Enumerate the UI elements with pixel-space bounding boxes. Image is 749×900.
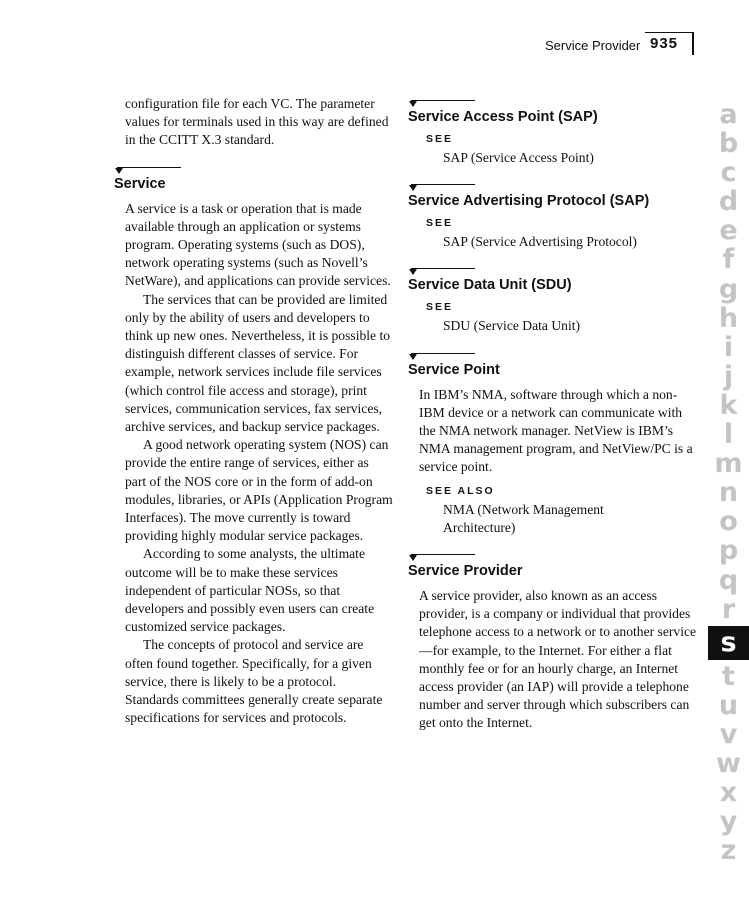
triangle-marker-icon (409, 269, 417, 275)
entry-service-data-unit (407, 263, 697, 335)
triangle-marker-icon (409, 101, 417, 107)
thumb-index-letter-q: q (718, 564, 739, 596)
triangle-marker-icon (409, 555, 417, 561)
thumb-index-letter-u: u (718, 689, 739, 721)
thumb-index-letter-a: a (719, 99, 738, 130)
see-reference: NMA (Network Management Architecture) (443, 501, 604, 535)
see-reference: SAP (Service Access Point) (443, 150, 594, 165)
thumb-index-letter-i: i (723, 331, 734, 363)
continuation-paragraph: configuration file for each VC. The parameter values for terminals used in this way are defined in the CCITT X.3 standard. (125, 96, 389, 148)
entry-term: Service Point (408, 361, 500, 378)
see-also-label: SEE ALSO (426, 484, 495, 497)
entry-term: Service Advertising Protocol (SAP) (408, 193, 650, 210)
entry-paragraph: A service provider, also known as an access provider, is a company or individual that provides telephone access to a network or to another service—for example, to the Internet. For either a flat monthly fee or for an hourly charge, an Internet access provider (an IAP) will provide a telephone number and server through which subscribers can get onto the Internet. (419, 588, 697, 731)
entry-marker (409, 549, 697, 561)
thumb-index-letter-r: r (721, 593, 736, 625)
entry-service-point (407, 348, 697, 537)
header-rule (645, 32, 694, 55)
thumb-index-letter-t: t (722, 660, 735, 692)
right-column (407, 95, 697, 733)
thumb-index-letter-e: e (719, 215, 738, 247)
running-title: Service Provider (545, 38, 641, 53)
thumb-index-letter-x: x (719, 777, 738, 809)
thumb-index-letter-m: m (714, 448, 743, 480)
thumb-index-letter-b: b (718, 128, 739, 160)
thumb-index-letter-g: g (718, 273, 739, 305)
entry-service-access-point (407, 95, 697, 167)
triangle-marker-icon (409, 185, 417, 191)
triangle-marker-icon (409, 354, 417, 360)
thumb-index-letter-s: s (708, 626, 749, 660)
entry-paragraph: The concepts of protocol and service are often found together. Specifically, for a given service, there is likely to be a protocol. Standards committees generally create separate specifications for services and protocols. (125, 637, 383, 726)
see-label: SEE (426, 301, 454, 314)
entry-marker (409, 95, 697, 107)
triangle-marker-icon (115, 168, 123, 174)
thumb-index-letter-f: f (722, 244, 735, 276)
entry-term: Service Data Unit (SDU) (408, 277, 572, 294)
thumb-index-letter-p: p (718, 535, 739, 567)
alphabet-thumb-index (708, 100, 749, 865)
thumb-index-letter-n: n (718, 477, 739, 509)
entry-paragraph: According to some analysts, the ultimate outcome will be to make these services independent of particular NOSs, so that developers and possibly even users can create customized service packages. (125, 546, 375, 635)
thumb-index-letter-j: j (723, 360, 734, 392)
thumb-index-letter-c: c (720, 157, 737, 189)
see-reference: SAP (Service Advertising Protocol) (443, 234, 637, 250)
entry-service (113, 162, 393, 728)
entry-term: Service (114, 175, 166, 192)
entry-paragraph: A service is a task or operation that is made available through an application or systems program. Operating systems (such as DOS), network operating systems (such as Novell’s NetWare), and applications can provide services. (125, 200, 391, 289)
entry-paragraph: In IBM’s NMA, software through which a non-IBM device or a network can communicate with the NMA network manager. NetView is IBM’s NMA management program, and NetView/PC is a service point. (419, 386, 693, 475)
thumb-index-letter-w: w (716, 747, 741, 779)
see-label: SEE (426, 217, 454, 230)
thumb-index-letter-y: y (719, 806, 738, 838)
thumb-index-letter-l: l (723, 419, 734, 451)
entry-term: Service Access Point (SAP) (408, 109, 598, 125)
entry-marker (409, 179, 697, 191)
entry-service-provider (407, 549, 697, 733)
see-reference: SDU (Service Data Unit) (443, 318, 581, 334)
thumb-index-letter-d: d (718, 186, 739, 218)
see-label: SEE (426, 133, 454, 145)
entry-marker (409, 263, 697, 275)
entry-marker (115, 162, 393, 174)
thumb-index-letter-o: o (719, 506, 738, 538)
thumb-index-letter-k: k (719, 389, 738, 421)
entry-paragraph: The services that can be provided are limited only by the ability of users and developers to think up new ones. Nevertheless, it is possible to distinguish different classes of service. For example, network services include file services (which control file access and storage), print services, communication services, fax services, archive services, and backup service packages. (125, 291, 391, 435)
page-number: 935 (650, 35, 679, 52)
left-column (113, 95, 393, 728)
entry-paragraph: A good network operating system (NOS) can provide the entire range of services, either as part of the NOS core or in the form of add-on modules, libraries, or APIs (Application Program Interfaces). The move currently is toward providing highly modular service packages. (125, 437, 393, 544)
thumb-index-letter-h: h (718, 302, 739, 334)
entry-service-advertising-protocol (407, 179, 697, 251)
entry-marker (409, 348, 697, 360)
thumb-index-letter-v: v (719, 718, 738, 750)
thumb-index-letter-z: z (720, 835, 737, 867)
entry-term: Service Provider (408, 563, 523, 580)
